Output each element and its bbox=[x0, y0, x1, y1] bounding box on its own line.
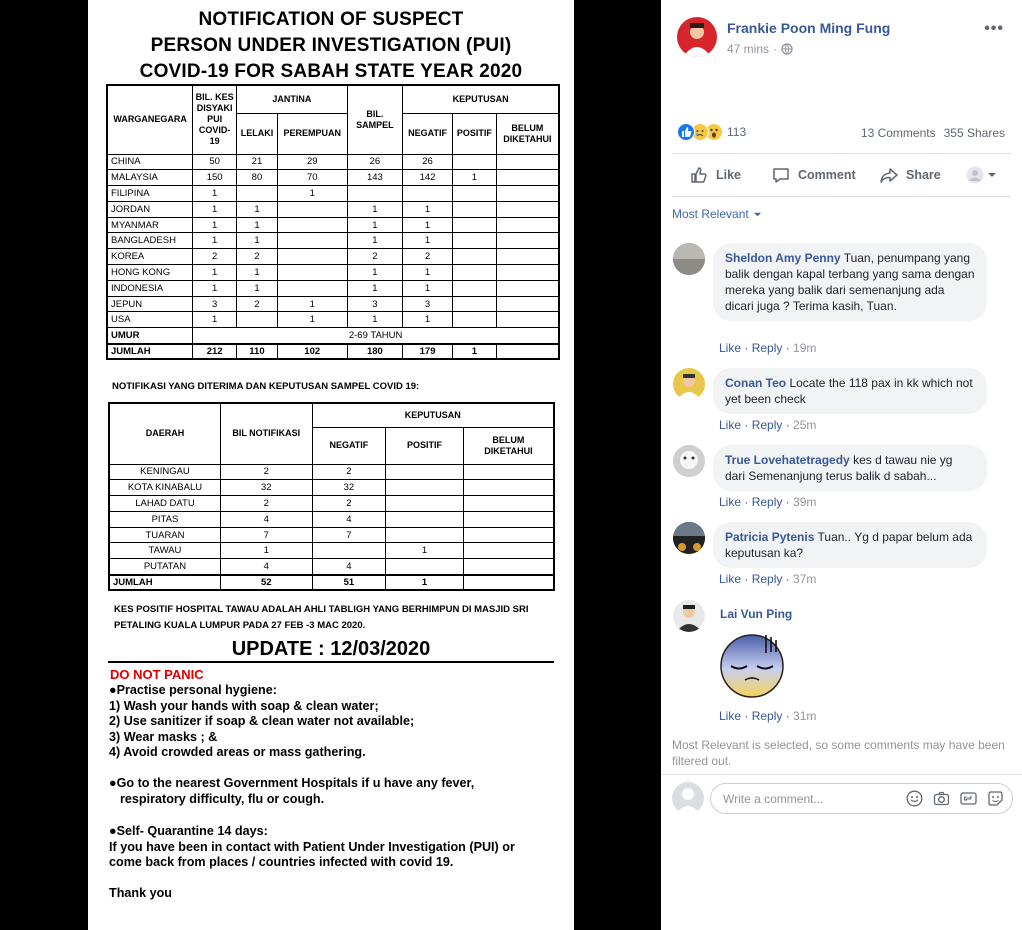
row-label: KOTA KINABALU bbox=[109, 480, 220, 496]
table-cell: 143 bbox=[347, 170, 403, 186]
table-cell bbox=[237, 186, 278, 202]
row-label: PUTATAN bbox=[109, 559, 220, 575]
table-cell: 2 bbox=[237, 249, 278, 265]
table-cell: 1 bbox=[403, 233, 453, 249]
post-author-name[interactable]: Frankie Poon Ming Fung bbox=[727, 20, 891, 36]
pui-total-row bbox=[107, 344, 559, 360]
post-as-selector[interactable] bbox=[966, 166, 997, 184]
like-button[interactable]: Like bbox=[689, 165, 741, 185]
comment-text: Locate the 118 pax in kk which not yet been check bbox=[725, 376, 973, 406]
hygiene-advice: ●Practise personal hygiene: 1) Wash your hands with soap & clean water; 2) Use sanitizer if soap & clean water not available; 3) Wear masks ; & 4) Avoid crowded areas or mass gathering. bbox=[109, 683, 415, 760]
table-cell: 2 bbox=[312, 496, 386, 512]
camera-icon[interactable] bbox=[933, 790, 950, 807]
table-cell bbox=[277, 280, 347, 296]
header-daerah: DAERAH bbox=[109, 403, 220, 464]
table-row bbox=[107, 312, 559, 328]
table2-caption: NOTIFIKASI YANG DITERIMA DAN KEPUTUSAN SAMPEL COVID 19: bbox=[112, 381, 420, 392]
comment-text: Tuan.. Yg d papar belum ada keputusan ka? bbox=[725, 530, 973, 560]
table-cell bbox=[312, 543, 386, 559]
table-cell bbox=[452, 296, 496, 312]
table-cell bbox=[496, 265, 559, 281]
total-cell: 179 bbox=[403, 344, 453, 360]
engagement-counts bbox=[861, 126, 1005, 140]
row-label: JORDAN bbox=[107, 201, 193, 217]
update-divider bbox=[108, 661, 554, 663]
positive-note-line-2: PETALING KUALA LUMPUR PADA 27 FEB -3 MAC 2020. bbox=[114, 620, 366, 631]
table-cell bbox=[237, 312, 278, 328]
table-cell bbox=[386, 559, 464, 575]
do-not-panic-label: DO NOT PANIC bbox=[110, 667, 204, 682]
table-cell: 26 bbox=[403, 154, 453, 170]
commenter-avatar[interactable] bbox=[673, 600, 705, 632]
table-cell: 1 bbox=[277, 186, 347, 202]
covid-notice-image bbox=[88, 0, 574, 930]
header-positif: POSITIF bbox=[452, 113, 496, 154]
table-cell: 1 bbox=[237, 201, 278, 217]
comment-time[interactable]: 39m bbox=[793, 495, 817, 509]
table-cell bbox=[496, 186, 559, 202]
comment-time[interactable]: 25m bbox=[793, 418, 817, 432]
comment-bubble bbox=[713, 522, 987, 568]
comment-author[interactable]: Conan Teo bbox=[725, 376, 787, 390]
sticker-icon[interactable] bbox=[987, 790, 1004, 807]
comment-time[interactable]: 31m bbox=[793, 709, 817, 723]
table-cell bbox=[403, 186, 453, 202]
row-label: INDONESIA bbox=[107, 280, 193, 296]
row-label: MALAYSIA bbox=[107, 170, 193, 186]
table-cell: 142 bbox=[403, 170, 453, 186]
table-cell: 1 bbox=[237, 265, 278, 281]
update-date: UPDATE : 12/03/2020 bbox=[231, 638, 431, 660]
table-cell bbox=[463, 511, 554, 527]
comment-like-link[interactable]: Like bbox=[719, 341, 742, 355]
header-bil-notifikasi: BIL NOTIFIKASI bbox=[220, 403, 312, 464]
pui-nationality-table bbox=[106, 84, 560, 360]
table-cell: 4 bbox=[312, 559, 386, 575]
notification-district-table bbox=[108, 402, 555, 591]
comment-time[interactable]: 19m bbox=[793, 341, 817, 355]
table-cell bbox=[496, 233, 559, 249]
table-cell: 1 bbox=[403, 312, 453, 328]
row-label: CHINA bbox=[107, 154, 193, 170]
row-label: TAWAU bbox=[109, 543, 220, 559]
thumbs-up-icon bbox=[689, 165, 709, 185]
share-button[interactable]: Share bbox=[879, 165, 941, 185]
table-cell bbox=[496, 217, 559, 233]
table-cell bbox=[386, 496, 464, 512]
total-cell: 51 bbox=[312, 575, 386, 591]
comment-actions: Like · Reply · 39m bbox=[719, 495, 817, 509]
divider bbox=[661, 774, 1022, 775]
table-row bbox=[107, 217, 559, 233]
divider bbox=[672, 196, 1011, 197]
table-cell bbox=[277, 201, 347, 217]
header-lelaki: LELAKI bbox=[237, 113, 278, 154]
total-cell: 110 bbox=[237, 344, 278, 360]
header-negatif: NEGATIF bbox=[403, 113, 453, 154]
composer-avatar bbox=[672, 782, 704, 814]
table-cell: 29 bbox=[277, 154, 347, 170]
table-cell: 1 bbox=[237, 280, 278, 296]
table-cell: 1 bbox=[193, 217, 237, 233]
comment-reply-link[interactable]: Reply bbox=[751, 572, 783, 586]
total-cell bbox=[496, 344, 559, 360]
table-cell bbox=[463, 496, 554, 512]
table-cell: 1 bbox=[277, 296, 347, 312]
gif-icon[interactable] bbox=[960, 790, 977, 807]
total-cell: 1 bbox=[386, 575, 464, 591]
table-cell: 21 bbox=[237, 154, 278, 170]
comment-filter-dropdown[interactable]: Most Relevant bbox=[672, 207, 762, 221]
post-sidebar bbox=[661, 0, 1022, 930]
ellipsis-icon[interactable]: ••• bbox=[984, 20, 1004, 37]
row-label: HONG KONG bbox=[107, 265, 193, 281]
chevron-down-icon bbox=[753, 210, 762, 219]
sad-sweat-sticker bbox=[716, 630, 788, 698]
table-cell: 1 bbox=[193, 233, 237, 249]
table-cell: 2 bbox=[237, 296, 278, 312]
comment-bubble bbox=[713, 368, 987, 414]
table-cell: 1 bbox=[347, 312, 403, 328]
table-cell: 150 bbox=[193, 170, 237, 186]
table-cell: 7 bbox=[312, 527, 386, 543]
table-cell: 1 bbox=[237, 233, 278, 249]
table-cell: 2 bbox=[220, 464, 312, 480]
globe-icon bbox=[781, 43, 793, 55]
table-cell bbox=[463, 543, 554, 559]
comment-text: Tuan, penumpang yang balik dengan kapal terbang yang sama dengan mereka yang balik dari semenanjung ada dicari juga ? Terima kasih, Tuan. bbox=[725, 251, 975, 313]
comment-reply-link[interactable]: Reply bbox=[751, 495, 783, 509]
table-cell bbox=[496, 296, 559, 312]
comment-actions: Like · Reply · 19m bbox=[719, 341, 817, 355]
table-cell: 1 bbox=[386, 543, 464, 559]
row-label: TUARAN bbox=[109, 527, 220, 543]
thank-you-text: Thank you bbox=[109, 886, 172, 900]
hospital-advice: ●Go to the nearest Government Hospitals if u have any fever, respiratory difficulty, flu or cough. bbox=[109, 776, 475, 806]
table-cell bbox=[463, 480, 554, 496]
pui-table-body bbox=[107, 154, 559, 328]
table-cell bbox=[452, 280, 496, 296]
district-table-body bbox=[109, 464, 554, 575]
table-row bbox=[109, 543, 554, 559]
table-cell bbox=[463, 527, 554, 543]
emoji-icon[interactable] bbox=[906, 790, 923, 807]
table-row bbox=[109, 480, 554, 496]
table-cell: 1 bbox=[277, 312, 347, 328]
table-row bbox=[109, 496, 554, 512]
header-belum-diketahui: BELUM DIKETAHUI bbox=[496, 113, 559, 154]
table-cell: 1 bbox=[347, 201, 403, 217]
total-cell: 1 bbox=[452, 344, 496, 360]
table-cell: 1 bbox=[403, 280, 453, 296]
total-cell: 180 bbox=[347, 344, 403, 360]
table-cell bbox=[496, 280, 559, 296]
quarantine-advice: ●Self- Quarantine 14 days: If you have been in contact with Patient Under Investigation (PUI) or come back from places / countries infected with covid 19. bbox=[109, 824, 515, 870]
total-label: JUMLAH bbox=[109, 575, 220, 591]
table-cell: 1 bbox=[193, 280, 237, 296]
table-row bbox=[109, 527, 554, 543]
row-label: LAHAD DATU bbox=[109, 496, 220, 512]
table-cell: 4 bbox=[312, 511, 386, 527]
comment-author[interactable]: Patricia Pytenis bbox=[725, 530, 815, 544]
profile-icon bbox=[966, 166, 984, 184]
table-cell bbox=[452, 265, 496, 281]
table-cell: 4 bbox=[220, 511, 312, 527]
table-cell bbox=[277, 233, 347, 249]
table-cell: 1 bbox=[220, 543, 312, 559]
post-meta: 47 mins · bbox=[727, 42, 793, 56]
table-cell: 3 bbox=[403, 296, 453, 312]
table-row bbox=[107, 280, 559, 296]
post-time[interactable]: 47 mins bbox=[727, 42, 770, 56]
table-row bbox=[107, 201, 559, 217]
row-label: FILIPINA bbox=[107, 186, 193, 202]
comment-input-placeholder: Write a comment... bbox=[723, 792, 824, 806]
commenter-avatar[interactable] bbox=[673, 522, 705, 554]
table-cell: 3 bbox=[193, 296, 237, 312]
comment-reply-link[interactable]: Reply bbox=[751, 418, 783, 432]
table-row bbox=[107, 265, 559, 281]
row-label: PITAS bbox=[109, 511, 220, 527]
table-cell: 2 bbox=[220, 496, 312, 512]
author-avatar[interactable] bbox=[677, 17, 717, 57]
composer-tools bbox=[906, 790, 1004, 807]
table-cell bbox=[496, 249, 559, 265]
header-positif-2: POSITIF bbox=[386, 427, 464, 464]
table-cell: 1 bbox=[193, 186, 237, 202]
comment-button[interactable]: Comment bbox=[771, 165, 856, 185]
table-cell: 1 bbox=[452, 170, 496, 186]
comment-actions: Like · Reply · 25m bbox=[719, 418, 817, 432]
chevron-down-icon bbox=[987, 170, 997, 180]
commenter-avatar[interactable] bbox=[673, 445, 705, 477]
table-row bbox=[107, 233, 559, 249]
header-keputusan: KEPUTUSAN bbox=[403, 85, 559, 113]
comments-count[interactable]: 13 Comments bbox=[860, 126, 936, 140]
table-cell bbox=[496, 201, 559, 217]
table-cell: 1 bbox=[403, 217, 453, 233]
row-label: BANGLADESH bbox=[107, 233, 193, 249]
share-icon bbox=[879, 165, 899, 185]
table-cell: 1 bbox=[347, 217, 403, 233]
row-label: JEPUN bbox=[107, 296, 193, 312]
table-cell: 7 bbox=[220, 527, 312, 543]
header-negatif-2: NEGATIF bbox=[312, 427, 386, 464]
notice-title-line-3: COVID-19 FOR SABAH STATE YEAR 2020 bbox=[139, 61, 523, 82]
table-cell: 26 bbox=[347, 154, 403, 170]
comment-reply-link[interactable]: Reply bbox=[751, 709, 783, 723]
comment-author[interactable]: Sheldon Amy Penny bbox=[725, 251, 841, 265]
header-bil-sampel: BIL. SAMPEL bbox=[347, 85, 403, 154]
header-bil-kes: BIL. KES DISYAKI PUI COVID- 19 bbox=[193, 85, 237, 154]
header-belum-2: BELUM DIKETAHUI bbox=[463, 427, 554, 464]
like-reaction-icon bbox=[677, 123, 695, 141]
commenter-avatar[interactable] bbox=[673, 368, 705, 400]
total-label: JUMLAH bbox=[107, 344, 193, 360]
comment-like-link[interactable]: Like bbox=[719, 418, 742, 432]
comment-actions: Like · Reply · 37m bbox=[719, 572, 817, 586]
table-cell bbox=[463, 559, 554, 575]
comment-bubble bbox=[713, 243, 987, 321]
comment-like-link[interactable]: Like bbox=[719, 709, 742, 723]
table-cell: 1 bbox=[347, 280, 403, 296]
umur-value: 2-69 TAHUN bbox=[193, 328, 559, 344]
comment-author[interactable]: Lai Vun Ping bbox=[720, 607, 793, 621]
comment-text: kes d tawau nie yg dari Semenanjung terus balik d sabah... bbox=[725, 453, 953, 483]
table-cell bbox=[452, 249, 496, 265]
row-label: KOREA bbox=[107, 249, 193, 265]
table-cell: 2 bbox=[347, 249, 403, 265]
table-row bbox=[107, 186, 559, 202]
table-cell: 1 bbox=[193, 201, 237, 217]
table-cell: 1 bbox=[193, 265, 237, 281]
table-cell bbox=[496, 312, 559, 328]
table-cell bbox=[386, 511, 464, 527]
table-cell: 70 bbox=[277, 170, 347, 186]
table-cell: 2 bbox=[312, 464, 386, 480]
table-row bbox=[107, 249, 559, 265]
table-cell: 50 bbox=[193, 154, 237, 170]
header-jantina: JANTINA bbox=[237, 85, 348, 113]
table-cell bbox=[452, 233, 496, 249]
table-cell bbox=[386, 527, 464, 543]
table-cell: 1 bbox=[403, 201, 453, 217]
table-cell bbox=[452, 312, 496, 328]
notice-title-line-2: PERSON UNDER INVESTIGATION (PUI) bbox=[150, 35, 512, 56]
table-cell: 32 bbox=[220, 480, 312, 496]
header-warganegara: WARGANEGARA bbox=[107, 85, 193, 154]
table-cell: 1 bbox=[347, 233, 403, 249]
table-cell: 80 bbox=[237, 170, 278, 186]
table-cell: 4 bbox=[220, 559, 312, 575]
total-cell: 102 bbox=[277, 344, 347, 360]
comment-actions: Like · Reply · 31m bbox=[719, 709, 817, 723]
table-cell: 2 bbox=[193, 249, 237, 265]
table-row bbox=[109, 511, 554, 527]
divider bbox=[672, 153, 1011, 154]
total-cell: 52 bbox=[220, 575, 312, 591]
comment-like-link[interactable]: Like bbox=[719, 572, 742, 586]
comment-reply-link[interactable]: Reply bbox=[751, 341, 783, 355]
table-row bbox=[107, 170, 559, 186]
table-cell bbox=[463, 464, 554, 480]
comment-author[interactable]: True Lovehatetragedy bbox=[725, 453, 850, 467]
row-label: USA bbox=[107, 312, 193, 328]
comment-time[interactable]: 37m bbox=[793, 572, 817, 586]
table-cell bbox=[347, 186, 403, 202]
district-total-row bbox=[109, 575, 554, 591]
table-cell bbox=[277, 217, 347, 233]
table-row bbox=[109, 464, 554, 480]
comment-icon bbox=[771, 165, 791, 185]
reaction-count: 113 bbox=[727, 125, 747, 139]
shares-count[interactable]: 355 Shares bbox=[943, 126, 1005, 140]
table-cell bbox=[452, 201, 496, 217]
commenter-avatar[interactable] bbox=[673, 243, 705, 275]
table-cell: 1 bbox=[403, 265, 453, 281]
table-cell: 3 bbox=[347, 296, 403, 312]
table-row bbox=[109, 559, 554, 575]
table-cell bbox=[386, 480, 464, 496]
row-label: MYANMAR bbox=[107, 217, 193, 233]
table-cell bbox=[386, 464, 464, 480]
total-cell: 212 bbox=[193, 344, 237, 360]
header-perempuan: PEREMPUAN bbox=[277, 113, 347, 154]
table-cell bbox=[277, 265, 347, 281]
notice-title-line-1: NOTIFICATION OF SUSPECT bbox=[198, 9, 464, 30]
comment-input[interactable] bbox=[710, 783, 1013, 814]
umur-label: UMUR bbox=[107, 328, 193, 344]
table-cell: 32 bbox=[312, 480, 386, 496]
table-cell bbox=[496, 170, 559, 186]
comment-like-link[interactable]: Like bbox=[719, 495, 742, 509]
table-cell bbox=[452, 217, 496, 233]
table-cell: 1 bbox=[237, 217, 278, 233]
comment-bubble bbox=[713, 445, 987, 491]
table-cell: 2 bbox=[403, 249, 453, 265]
table-cell bbox=[452, 154, 496, 170]
table-cell bbox=[496, 154, 559, 170]
table-row bbox=[107, 154, 559, 170]
filter-notice: Most Relevant is selected, so some comments may have been filtered out. bbox=[672, 738, 1005, 768]
table-row bbox=[107, 296, 559, 312]
table-cell bbox=[452, 186, 496, 202]
table-cell bbox=[277, 249, 347, 265]
table-cell: 1 bbox=[347, 265, 403, 281]
row-label: KENINGAU bbox=[109, 464, 220, 480]
table-cell: 1 bbox=[193, 312, 237, 328]
positive-note-line-1: KES POSITIF HOSPITAL TAWAU ADALAH AHLI TABLIGH YANG BERHIMPUN DI MASJID SRI bbox=[114, 604, 529, 615]
reactions-summary[interactable] bbox=[677, 123, 746, 141]
header-keputusan-2: KEPUTUSAN bbox=[312, 403, 554, 427]
total-cell bbox=[463, 575, 554, 591]
